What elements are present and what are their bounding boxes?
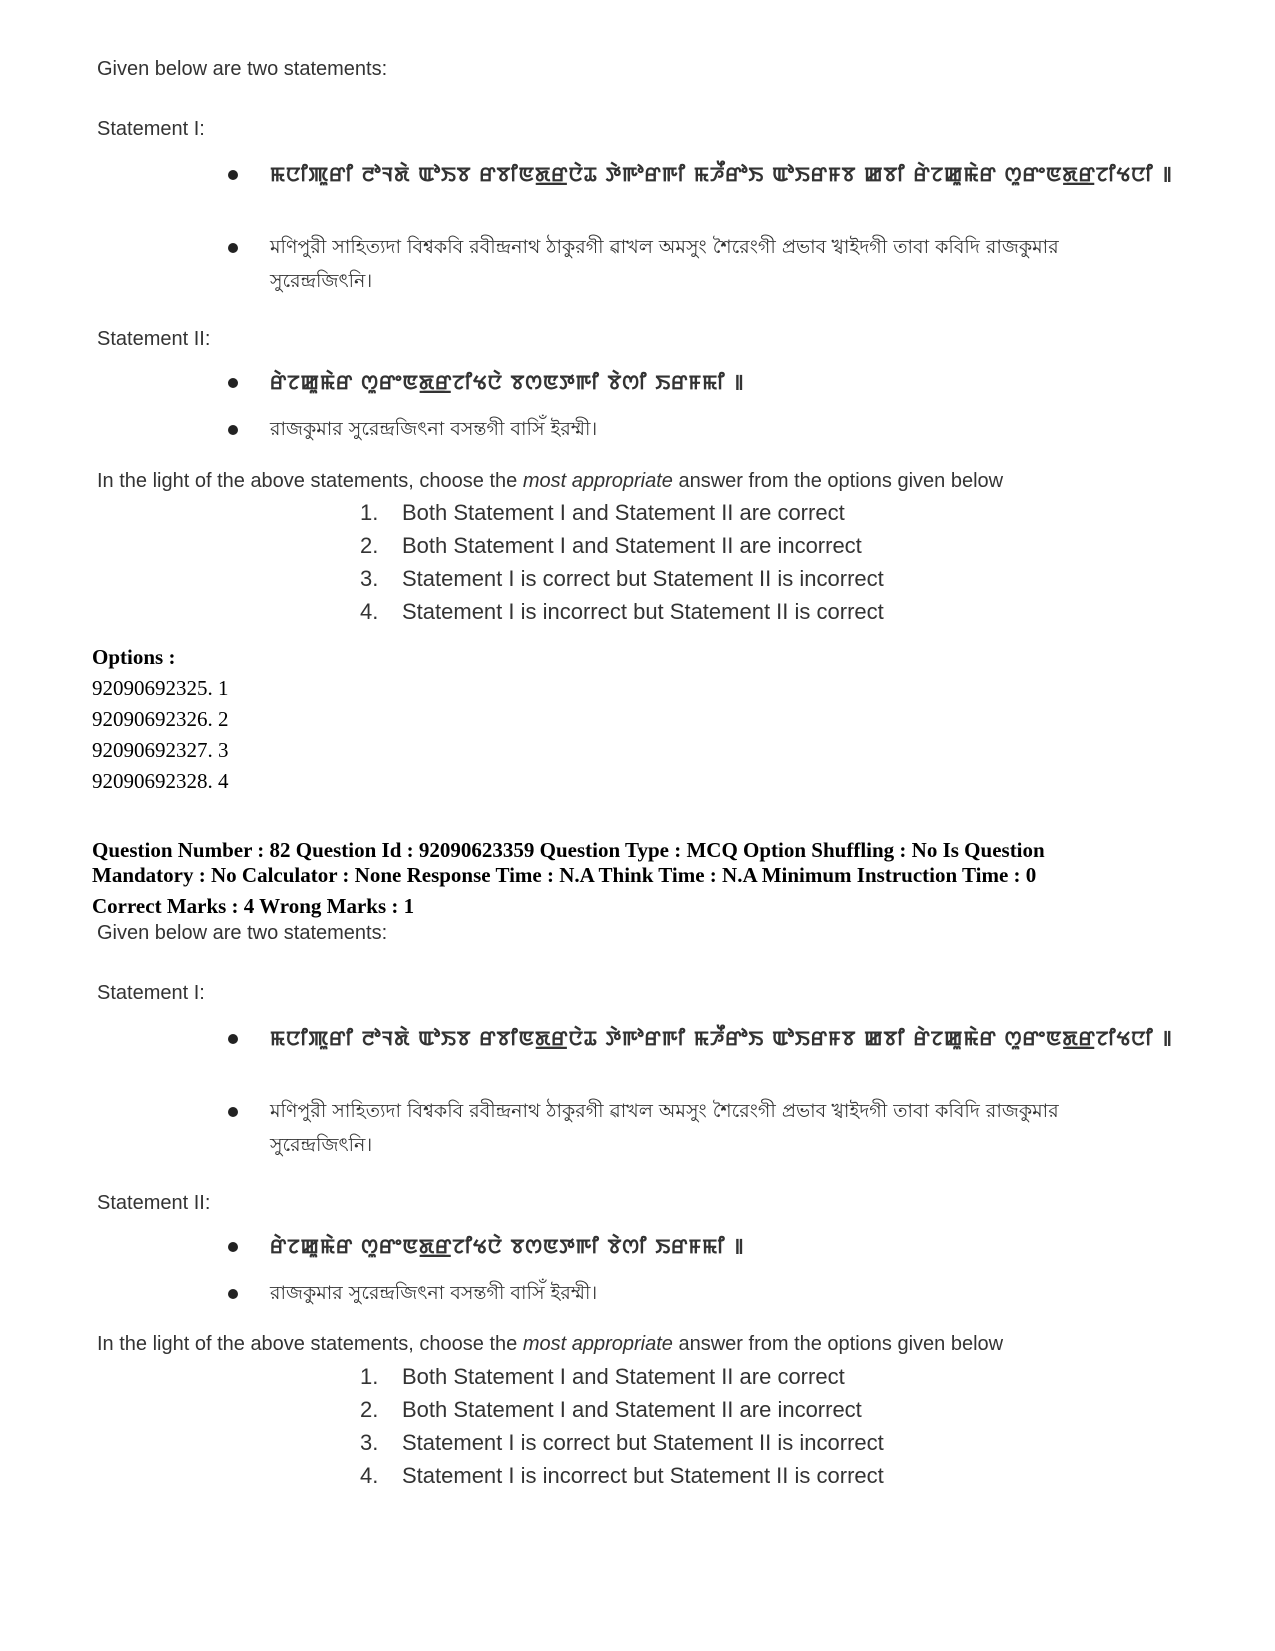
choice-item: 4. Statement I is incorrect but Statement II is correct <box>360 1463 884 1488</box>
question-meta-line: Correct Marks : 4 Wrong Marks : 1 <box>92 894 415 918</box>
option-id: 92090692326. 2 <box>92 707 229 731</box>
choice-item: 3. Statement I is correct but Statement II is incorrect <box>360 1430 884 1455</box>
bullet-icon <box>228 243 238 253</box>
choice-item: 2. Both Statement I and Statement II are incorrect <box>360 1397 862 1422</box>
intro-text: Given below are two statements: <box>97 58 388 80</box>
statement-2-meitei: ꯔꯥꯖꯀꯨꯃꯥꯔ ꯁꯨꯔꯦꯟꯗ꯭ꯔꯖꯤꯠꯅꯥ ꯕꯁꯟꯇꯒꯤ ꯕꯥꯁꯤ ꯏꯔꯝꯃꯤ ꯫ <box>270 1234 745 1258</box>
bullet-icon <box>228 378 238 388</box>
bullet-icon <box>228 1242 238 1252</box>
statement-1-label: Statement I: <box>97 982 205 1004</box>
statement-1-bengali: মণিপুরী সাহিত্যদা বিশ্বকবি রবীন্দ্রনাথ ঠাকুরগী ৱাখল অমসুং শৈরেংগী প্রভাব খ্বাইদগী তাবা কবিদি রাজকুমার সুরেন্দ্রজিৎনি। <box>270 236 1059 292</box>
statement-2-label: Statement II: <box>97 1192 211 1214</box>
statement-2-bengali: রাজকুমার সুরেন্দ্রজিৎনা বসন্তগী বাসিঁ ইরম্মী। <box>270 1282 598 1304</box>
bullet-icon <box>228 1107 238 1117</box>
intro-text: Given below are two statements: <box>97 922 388 944</box>
option-id: 92090692327. 3 <box>92 738 229 762</box>
statement-1-meitei: ꯃꯅꯤꯄꯨꯔꯤ ꯂꯣꯜꯗꯥ ꯑꯣꯏꯕ ꯔꯕꯤꯟꯗ꯭ꯔꯅꯥꯊ ꯇꯥꯒꯣꯔꯒꯤ ꯃꯍꯩꯔꯣꯏ ꯑꯣꯏꯔꯝꯕ ꯀꯕꯤ ꯔꯥꯖꯀꯨꯃꯥꯔ ꯁꯨꯔꯦꯟꯗ꯭ꯔꯖꯤꯠꯅꯤ ꯫ <box>270 162 1173 186</box>
instruction-prompt: In the light of the above statements, choose the most appropriate answer from the options given below <box>97 470 1004 492</box>
bullet-icon <box>228 1289 238 1299</box>
bullet-icon <box>228 1034 238 1044</box>
statement-2-meitei: ꯔꯥꯖꯀꯨꯃꯥꯔ ꯁꯨꯔꯦꯟꯗ꯭ꯔꯖꯤꯠꯅꯥ ꯕꯁꯟꯇꯒꯤ ꯕꯥꯁꯤ ꯏꯔꯝꯃꯤ ꯫ <box>270 370 745 394</box>
question-meta-line: Mandatory : No Calculator : None Response Time : N.A Think Time : N.A Minimum Instruction Time : 0 <box>92 863 1037 887</box>
options-heading: Options : <box>92 645 176 669</box>
choice-item: 1. Both Statement I and Statement II are correct <box>360 500 845 525</box>
choice-item: 4. Statement I is incorrect but Statement II is correct <box>360 599 884 624</box>
bullet-icon <box>228 425 238 435</box>
choice-item: 3. Statement I is correct but Statement II is incorrect <box>360 566 884 591</box>
statement-1-meitei: ꯃꯅꯤꯄꯨꯔꯤ ꯂꯣꯜꯗꯥ ꯑꯣꯏꯕ ꯔꯕꯤꯟꯗ꯭ꯔꯅꯥꯊ ꯇꯥꯒꯣꯔꯒꯤ ꯃꯍꯩꯔꯣꯏ ꯑꯣꯏꯔꯝꯕ ꯀꯕꯤ ꯔꯥꯖꯀꯨꯃꯥꯔ ꯁꯨꯔꯦꯟꯗ꯭ꯔꯖꯤꯠꯅꯤ ꯫ <box>270 1026 1173 1050</box>
statement-2-bengali: রাজকুমার সুরেন্দ্রজিৎনা বসন্তগী বাসিঁ ইরম্মী। <box>270 418 598 440</box>
statement-2-label: Statement II: <box>97 328 211 350</box>
choice-item: 1. Both Statement I and Statement II are correct <box>360 1364 845 1389</box>
statement-1-label: Statement I: <box>97 118 205 140</box>
question-meta-line: Question Number : 82 Question Id : 92090623359 Question Type : MCQ Option Shuffling : No Is Question <box>92 838 1045 862</box>
bullet-icon <box>228 170 238 180</box>
instruction-prompt: In the light of the above statements, choose the most appropriate answer from the options given below <box>97 1333 1004 1355</box>
choice-item: 2. Both Statement I and Statement II are incorrect <box>360 533 862 558</box>
statement-1-bengali: মণিপুরী সাহিত্যদা বিশ্বকবি রবীন্দ্রনাথ ঠাকুরগী ৱাখল অমসুং শৈরেংগী প্রভাব খ্বাইদগী তাবা কবিদি রাজকুমার সুরেন্দ্রজিৎনি। <box>270 1100 1059 1156</box>
option-id: 92090692325. 1 <box>92 676 229 700</box>
option-id: 92090692328. 4 <box>92 769 229 793</box>
